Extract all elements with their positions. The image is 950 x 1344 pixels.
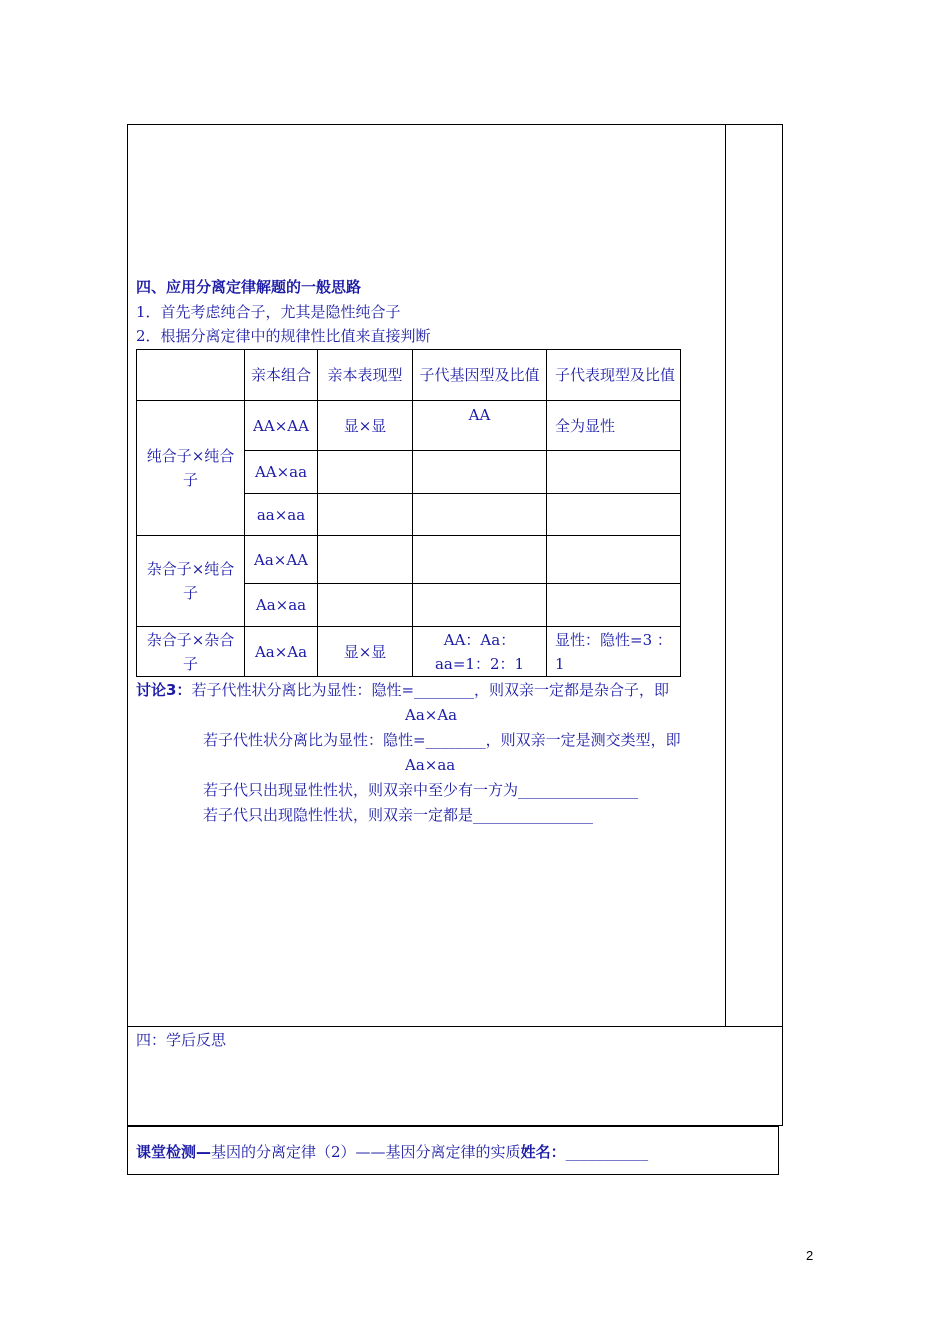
- quiz-label: 课堂检测—: [136, 1143, 212, 1161]
- quiz-header: [136, 1142, 648, 1162]
- cell-phenotype: 显×显: [318, 401, 413, 451]
- discussion-line-4: 若子代只出现隐性性状，则双亲一定都是________________: [203, 806, 594, 824]
- margin-column-divider: [725, 124, 726, 1027]
- header-offspring-phenotype: 子代表现型及比值: [547, 350, 681, 401]
- page-number: 2: [806, 1248, 814, 1263]
- cell-combo: Aa×AA: [245, 536, 318, 584]
- discussion-line-1b: Aa×Aa: [405, 706, 458, 724]
- cell-genotype: [413, 494, 547, 536]
- discussion-line-2b: Aa×aa: [405, 756, 456, 774]
- table-row: [137, 401, 681, 451]
- cell-genotype: [413, 451, 547, 494]
- table-row: [137, 536, 681, 584]
- cell-phenotype: [318, 451, 413, 494]
- method-item-1: 1．首先考虑纯合子，尤其是隐性纯合子: [136, 303, 401, 321]
- cell-offspring-phenotype: 全为显性: [547, 401, 681, 451]
- name-label: 姓名：: [520, 1143, 566, 1161]
- cell-combo: aa×aa: [245, 494, 318, 536]
- reflection-title: 四：学后反思: [136, 1031, 227, 1049]
- cell-combo: Aa×aa: [245, 584, 318, 627]
- cell-phenotype: 显×显: [318, 627, 413, 677]
- header-parent-combo: 亲本组合: [245, 350, 318, 401]
- discussion-label: 讨论3：: [136, 681, 192, 699]
- discussion-line-2: 若子代性状分离比为显性：隐性=________，则双亲一定是测交类型，即: [203, 731, 681, 749]
- cell-combo: Aa×Aa: [245, 627, 318, 677]
- cell-phenotype: [318, 494, 413, 536]
- cell-genotype: AA：Aa：aa=1：2：1: [413, 627, 547, 677]
- header-cell-empty: [137, 350, 245, 401]
- group-label-hetero-homo: 杂合子×纯合子: [137, 536, 245, 627]
- cell-phenotype: [318, 536, 413, 584]
- table-row: [137, 627, 681, 677]
- group-label-homo-homo: 纯合子×纯合子: [137, 401, 245, 536]
- header-parent-phenotype: 亲本表现型: [318, 350, 413, 401]
- segregation-table: [136, 349, 681, 677]
- cell-offspring-phenotype: [547, 494, 681, 536]
- table-header-row: [137, 350, 681, 401]
- cell-genotype: [413, 584, 547, 627]
- reflection-divider: [127, 1026, 783, 1027]
- cell-combo: AA×AA: [245, 401, 318, 451]
- header-offspring-genotype: 子代基因型及比值: [413, 350, 547, 401]
- group-label-hetero-hetero: 杂合子×杂合子: [137, 627, 245, 677]
- quiz-title: 基因的分离定律（2）——基因分离定律的实质: [211, 1143, 521, 1161]
- name-blank: ___________: [565, 1143, 649, 1161]
- cell-offspring-phenotype: [547, 451, 681, 494]
- cell-genotype: AA: [413, 401, 547, 451]
- discussion-line-1: 讨论3：若子代性状分离比为显性：隐性=________，则双亲一定都是杂合子，即: [136, 681, 670, 699]
- method-item-2: 2．根据分离定律中的规律性比值来直接判断: [136, 327, 431, 345]
- cell-offspring-phenotype: [547, 536, 681, 584]
- cell-offspring-phenotype: [547, 584, 681, 627]
- cell-combo: AA×aa: [245, 451, 318, 494]
- cell-offspring-phenotype: 显性：隐性=3 ：1: [547, 627, 681, 677]
- cell-genotype: [413, 536, 547, 584]
- section-heading: 四、应用分离定律解题的一般思路: [136, 278, 362, 296]
- cell-phenotype: [318, 584, 413, 627]
- discussion-line-3: 若子代只出现显性性状，则双亲中至少有一方为________________: [203, 781, 639, 799]
